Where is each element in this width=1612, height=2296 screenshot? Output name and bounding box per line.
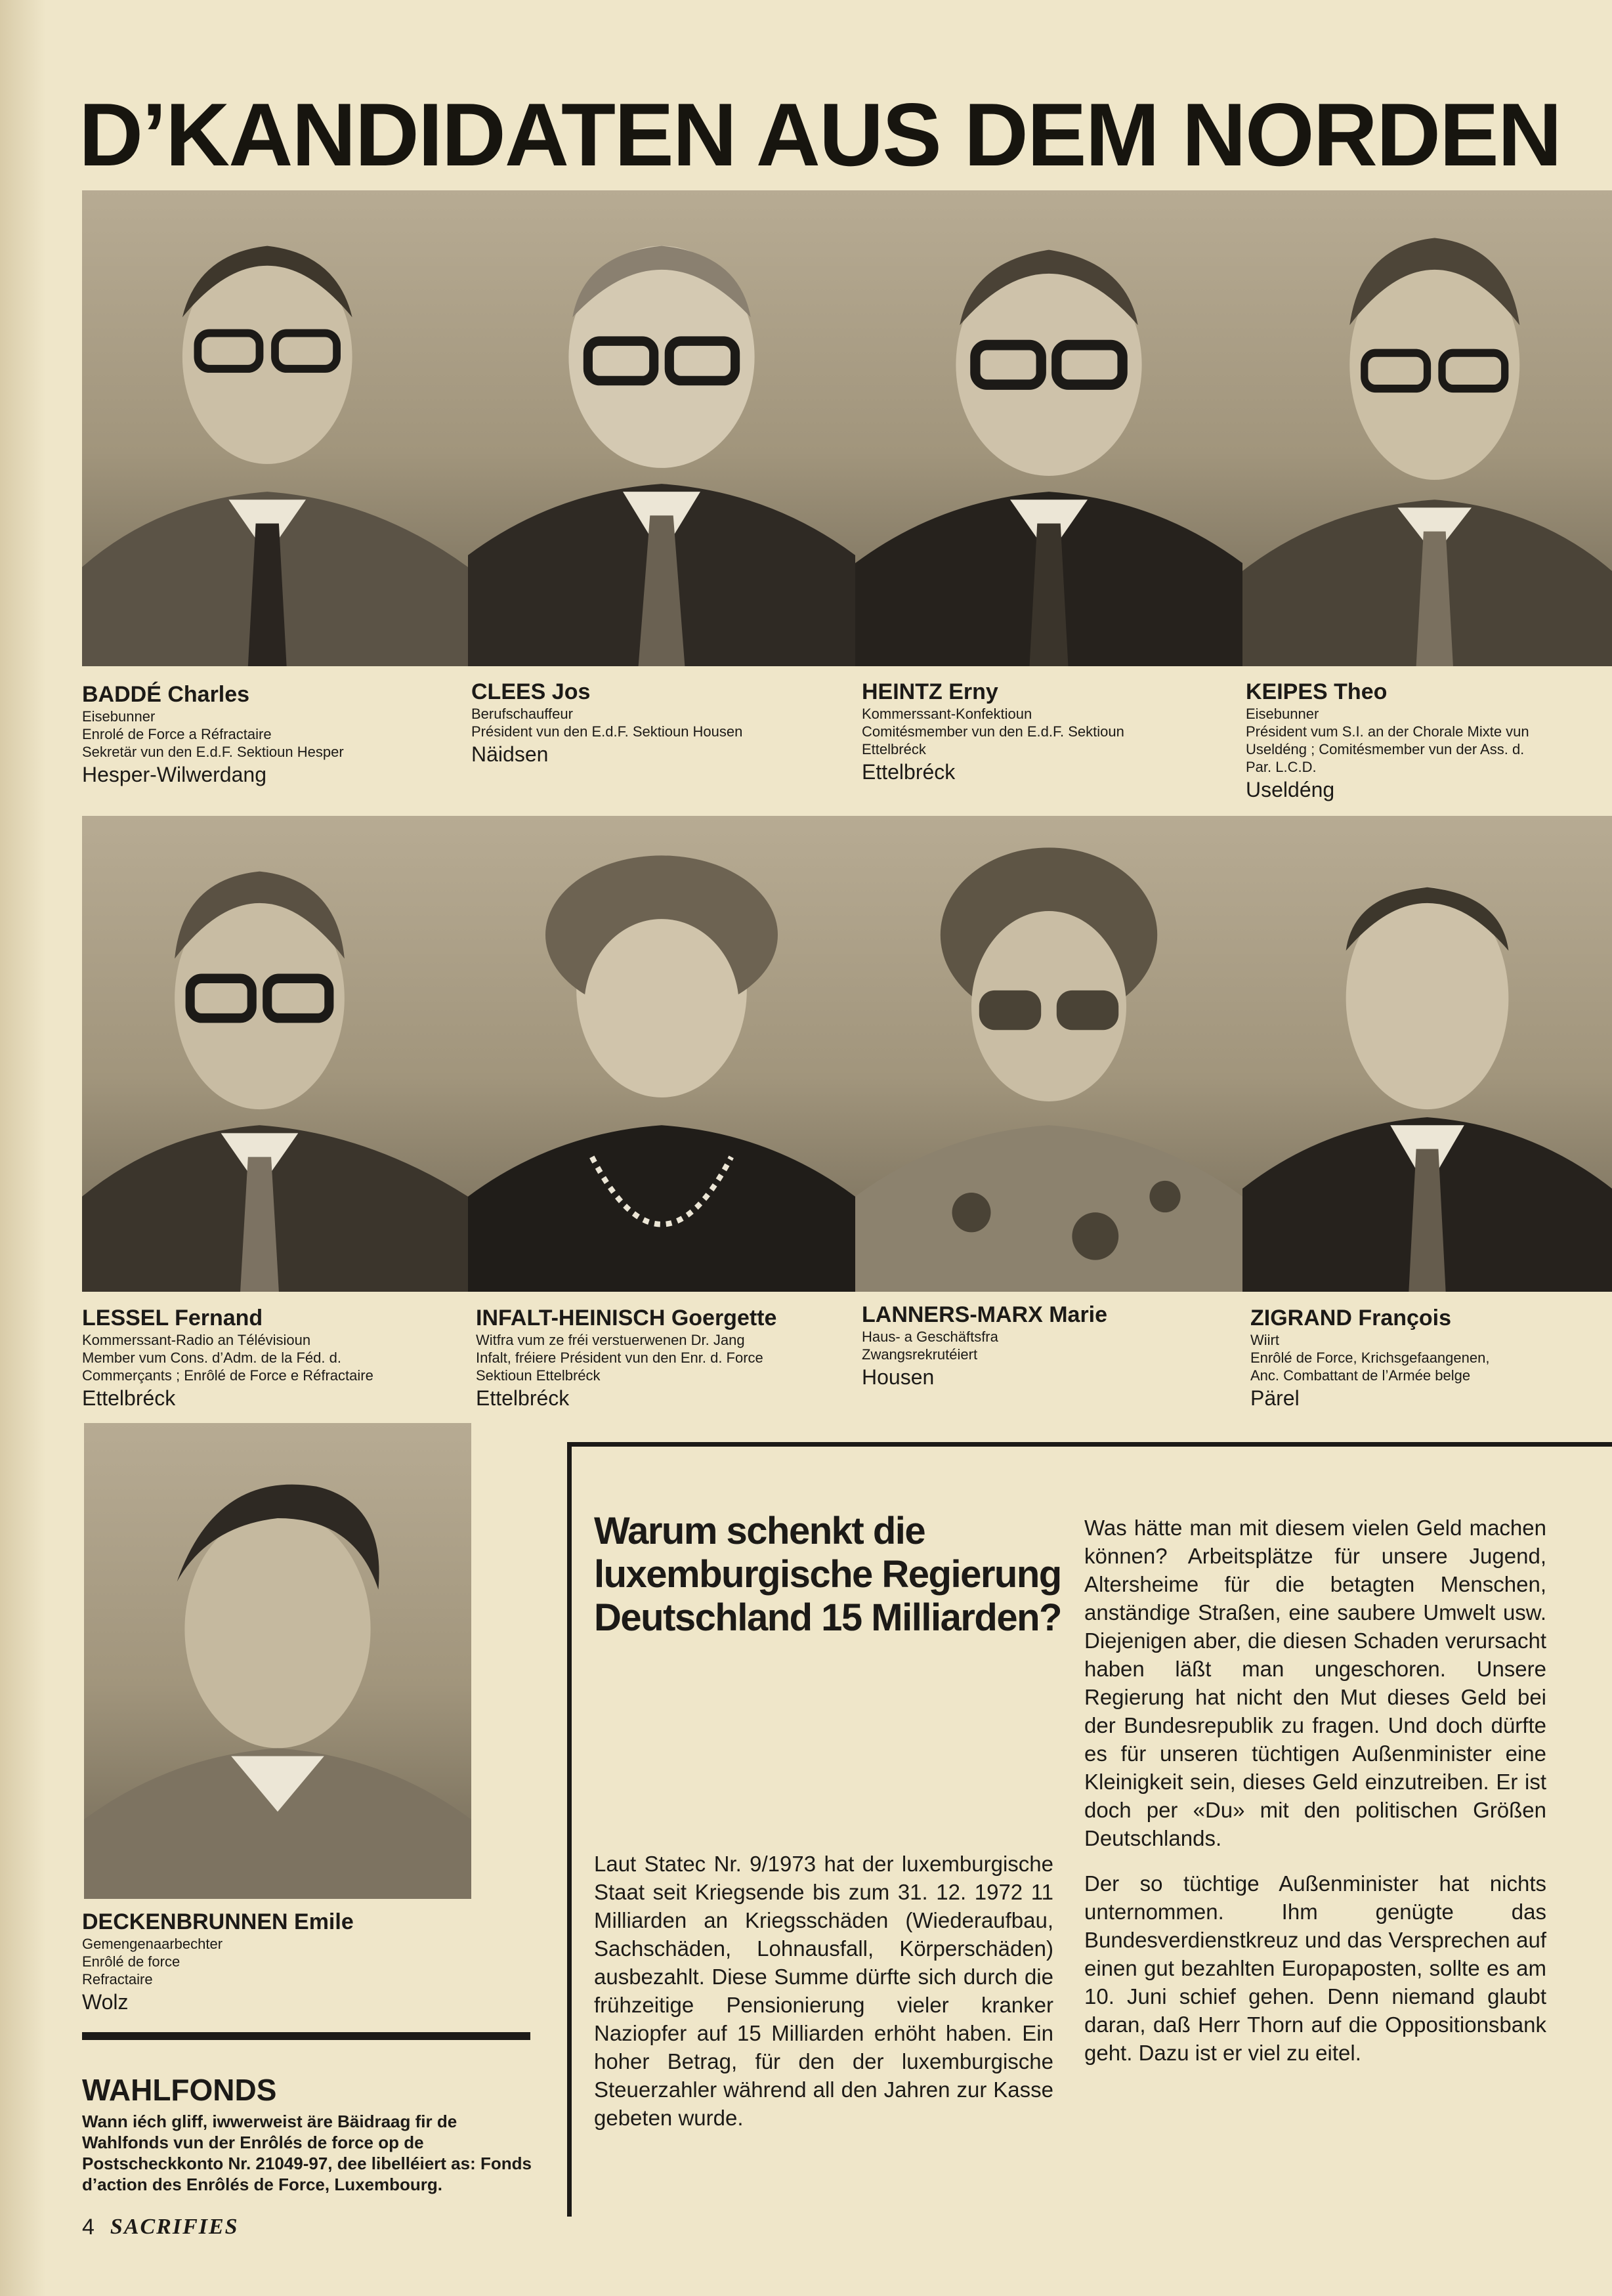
publication-logo: SACRIFIES [110, 2215, 239, 2239]
candidate-name: KEIPES Theo [1246, 679, 1388, 704]
candidate-detail: Refractaire [82, 1971, 153, 1988]
candidate-caption [476, 1305, 857, 1411]
article-frame-left [567, 1442, 572, 2217]
candidate-name: LANNERS-MARX Marie [862, 1302, 1108, 1327]
candidate-place: Hesper-Wilwerdang [82, 763, 266, 786]
candidate-caption [82, 1305, 463, 1411]
candidate-detail: Sektioun Ettelbréck [476, 1367, 601, 1384]
article-headline: Warum schenkt die luxemburgische Regierung Deutschland 15 Milliarden? [594, 1510, 1061, 1639]
candidate-name: CLEES Jos [471, 679, 591, 704]
candidate-photo [468, 190, 855, 666]
candidate-place: Useldéng [1246, 778, 1335, 801]
article-paragraph: Laut Statec Nr. 9/1973 hat der luxemburgische Staat seit Kriegsende bis zum 31. 12. 1972 11 Milliarden an Kriegsschäden (Wiederaufbau, Sachschäden, Lohnausfall, Körperschäden) ausbezahlt. Diese Summe dürfte sich durch die frühzeitige Pensionierung vieler kranker Naziopfer auf 15 Milliarden erhöht haben. Ein hoher Betrag, für den der luxemburgische Steuerzahler während all den Jahren zur Kasse gebeten wurde. [594, 1852, 1053, 2130]
fund-title: WAHLFONDS [82, 2073, 277, 2107]
candidate-detail: Witfra vum ze fréi verstuerwenen Dr. Jang [476, 1332, 745, 1348]
candidate-detail: Enrolé de Force a Réfractaire [82, 726, 272, 742]
candidate-detail: Comitésmember vun den E.d.F. Sektioun [862, 723, 1124, 740]
candidate-place: Ettelbréck [476, 1386, 570, 1410]
candidate-detail: Enrôlé de Force, Krichsgefaangenen, [1250, 1350, 1490, 1366]
candidate-detail: Useldéng ; Comitésmember vun der Ass. d. [1246, 741, 1525, 757]
candidate-place: Ettelbréck [862, 760, 956, 784]
candidate-caption [1246, 679, 1607, 802]
candidate-caption [471, 679, 845, 767]
candidate-photo [82, 816, 468, 1292]
candidate-photo [84, 1423, 471, 1899]
page-fold-shadow [0, 0, 46, 2296]
candidate-detail: Sekretär vun den E.d.F. Sektioun Hesper [82, 744, 344, 760]
candidate-detail: Gemengenaarbechter [82, 1936, 223, 1952]
candidate-caption [1250, 1305, 1608, 1411]
candidate-photo [82, 190, 468, 666]
candidate-name: LESSEL Fernand [82, 1306, 263, 1330]
candidate-detail: Par. L.C.D. [1246, 759, 1317, 775]
candidate-detail: Zwangsrekrutéiert [862, 1346, 978, 1363]
candidate-detail: Enrôlé de force [82, 1953, 180, 1970]
candidate-photo [1242, 190, 1612, 666]
candidate-photo [1242, 816, 1612, 1292]
page-title: D’KANDIDATEN AUS DEM NORDEN [79, 85, 1561, 184]
article-column-left [594, 1850, 1053, 2149]
candidate-detail: Ettelbréck [862, 741, 926, 757]
candidate-detail: Eisebunner [82, 708, 156, 725]
candidate-detail: Infalt, fréiere Président vun den Enr. d. Force [476, 1350, 763, 1366]
candidate-detail: Président vum S.I. an der Chorale Mixte vun [1246, 723, 1529, 740]
candidate-detail: Berufschauffeur [471, 706, 573, 722]
fund-text: Wann iéch gliff, iwwerweist äre Bäidraag fir de Wahlfonds vun der Enrôlés de force op de Postscheckkonto Nr. 21049-97, dee libelléiert as: Fonds d’action des Enrôlés de Force, Luxembourg. [82, 2112, 532, 2194]
candidate-photo [855, 816, 1242, 1292]
candidate-detail: Member vum Cons. d’Adm. de la Féd. d. [82, 1350, 341, 1366]
candidate-caption [82, 1909, 476, 2014]
candidate-place: Ettelbréck [82, 1386, 176, 1410]
candidate-caption [82, 681, 456, 787]
candidate-photo [855, 190, 1242, 666]
candidate-detail: Haus- a Geschäftsfra [862, 1329, 998, 1345]
article-paragraph: Der so tüchtige Außenminister hat nichts unternommen. Ihm genügte das Bundesverdienstkreuz und das Versprechen auf einen gut bezahlten Europaposten, sollte es am 10. Juni schief gehen. Denn niemand glaubt daran, daß Herr Thorn auf die Oppositionsbank geht. Dazu ist er viel zu eitel. [1084, 1871, 1546, 2065]
page-number: 4 [82, 2214, 95, 2240]
candidate-place: Näidsen [471, 742, 549, 766]
candidate-place: Wolz [82, 1990, 129, 2014]
candidate-detail: Kommerssant-Konfektioun [862, 706, 1032, 722]
article-column-right [1084, 1514, 1546, 2084]
candidate-detail: Kommerssant-Radio an Télévisioun [82, 1332, 311, 1348]
candidate-detail: Anc. Combattant de l’Armée belge [1250, 1367, 1471, 1384]
candidate-caption [862, 1302, 1236, 1390]
candidate-name: BADDÉ Charles [82, 682, 250, 707]
candidate-detail: Eisebunner [1246, 706, 1319, 722]
candidate-name: DECKENBRUNNEN Emile [82, 1909, 354, 1934]
candidate-detail: Wiirt [1250, 1332, 1279, 1348]
candidate-place: Housen [862, 1365, 935, 1389]
page-footer [82, 2211, 239, 2243]
candidate-detail: Président vun den E.d.F. Sektioun Housen [471, 723, 743, 740]
article-frame-top [570, 1442, 1612, 1447]
candidate-name: INFALT-HEINISCH Goergette [476, 1306, 777, 1330]
candidate-name: ZIGRAND François [1250, 1306, 1452, 1330]
candidate-photo [468, 816, 855, 1292]
candidate-detail: Commerçants ; Enrôlé de Force e Réfractaire [82, 1367, 373, 1384]
section-rule [82, 2032, 530, 2040]
article-paragraph: Was hätte man mit diesem vielen Geld machen können? Arbeitsplätze für unsere Jugend, Altersheime für die betagten Menschen, anständige Straßen, eine saubere Umwelt usw. Diejenigen aber, die diesen Schaden verursacht haben läßt man ungeschoren. Unsere Regierung hat nicht den Mut dieses Geld bei der Bundesrepublik zu fragen. Und doch dürfte es für unseren tüchtigen Außenminister eine Kleinigkeit sein, dieses Geld einzutreiben. Er ist doch per «Du» mit den politischen Größen Deutschlands. [1084, 1516, 1546, 1850]
candidate-name: HEINTZ Erny [862, 679, 998, 704]
candidate-caption [862, 679, 1236, 784]
candidate-place: Pärel [1250, 1386, 1300, 1410]
